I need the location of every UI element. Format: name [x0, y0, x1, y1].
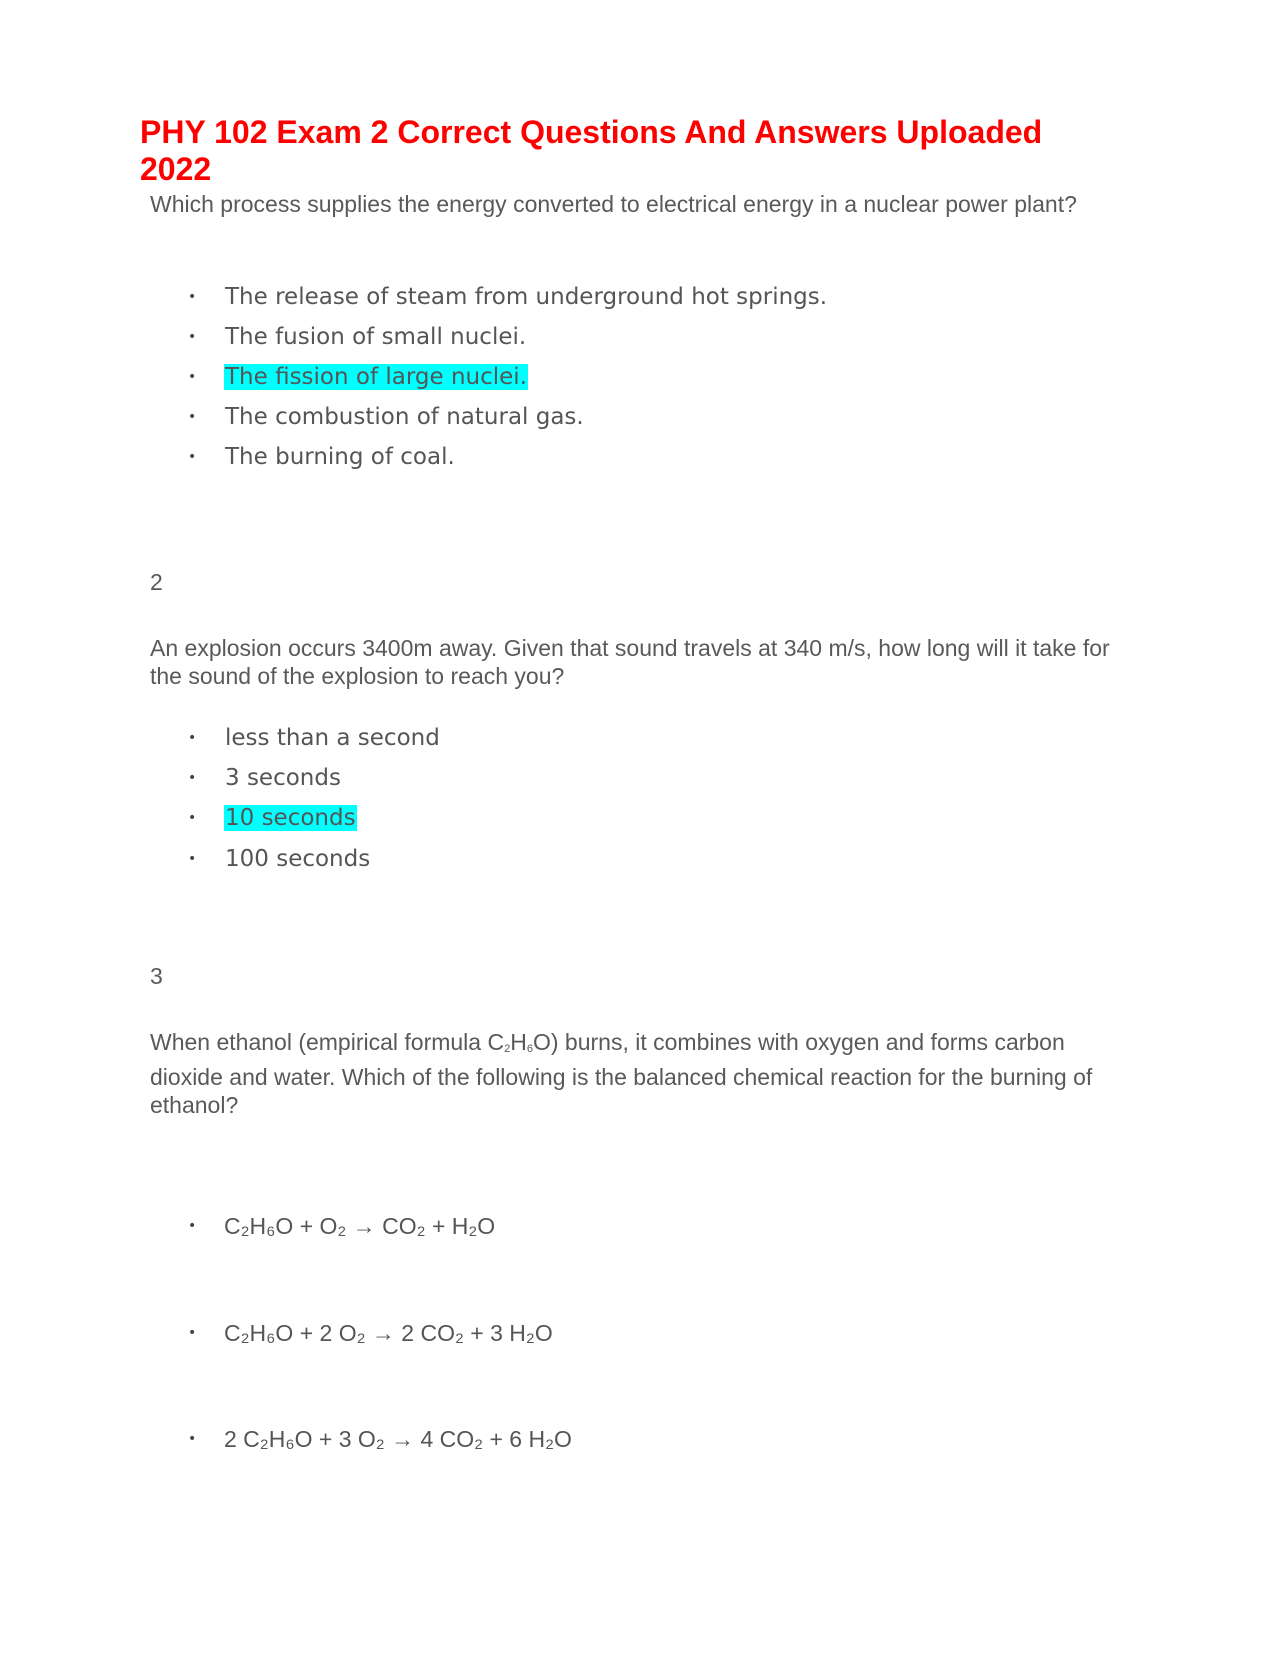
question-3-text-part: When ethanol (empirical formula C — [150, 1029, 505, 1055]
bullet-icon: • — [188, 1218, 197, 1234]
option-label: The fusion of small nuclei. — [225, 324, 527, 350]
option-label: The release of steam from underground hot springs. — [225, 284, 828, 310]
question-3-option-1 — [188, 1211, 495, 1241]
option-label: The combustion of natural gas. — [225, 404, 584, 430]
question-3-option-3 — [188, 1424, 572, 1454]
document-title: PHY 102 Exam 2 Correct Questions And Answers Uploaded 2022 — [140, 114, 1043, 187]
bullet-icon: • — [188, 449, 197, 465]
question-2-option-2 — [188, 763, 342, 793]
bullet-icon: • — [188, 289, 197, 305]
bullet-icon: • — [188, 810, 197, 826]
equation-text: 2 C₂H₆O + 3 O₂ → 4 CO₂ + 6 H₂O — [224, 1425, 572, 1452]
question-3-text-part: O) burns, it combines with oxygen and forms carbon dioxide and water. Which of the following is the balanced chemical reaction for the burning of ethanol? — [150, 1029, 1093, 1118]
question-1-option-2 — [188, 322, 527, 352]
question-1-option-5 — [188, 442, 456, 472]
question-3-text — [150, 1028, 1110, 1119]
equation-text: C₂H₆O + 2 O₂ → 2 CO₂ + 3 H₂O — [224, 1319, 553, 1346]
question-1-text: Which process supplies the energy converted to electrical energy in a nuclear power plant? — [150, 191, 1077, 217]
question-3-option-2 — [188, 1318, 553, 1348]
question-1-option-3-correct — [188, 362, 528, 392]
bullet-icon: • — [188, 369, 197, 385]
option-label: 100 seconds — [225, 846, 371, 872]
option-label: less than a second — [225, 725, 440, 751]
question-3-number: 3 — [150, 963, 163, 989]
question-2-option-4 — [188, 844, 371, 874]
question-1-option-4 — [188, 402, 585, 432]
question-3-text-part: H — [510, 1029, 527, 1055]
bullet-icon: • — [188, 1325, 197, 1341]
subscript: 6 — [526, 1043, 533, 1055]
question-2-text: An explosion occurs 3400m away. Given that sound travels at 340 m/s, how long will it take for the sound of the explosion to reach you? — [150, 635, 1110, 689]
bullet-icon: • — [188, 409, 197, 425]
option-label: 3 seconds — [225, 765, 341, 791]
subscript: 2 — [504, 1043, 511, 1055]
question-2-option-1 — [188, 723, 441, 753]
question-2-option-3-correct — [188, 803, 357, 833]
bullet-icon: • — [188, 730, 197, 746]
bullet-icon: • — [188, 770, 197, 786]
highlighted-answer: 10 seconds — [225, 805, 356, 831]
question-2-number: 2 — [150, 569, 163, 595]
equation-text: C₂H₆O + O₂ → CO₂ + H₂O — [224, 1212, 496, 1239]
option-label: The burning of coal. — [225, 444, 455, 470]
question-1-option-1 — [188, 282, 828, 312]
bullet-icon: • — [188, 851, 197, 867]
bullet-icon: • — [188, 1431, 197, 1447]
highlighted-answer: The fission of large nuclei. — [225, 364, 528, 390]
bullet-icon: • — [188, 329, 197, 345]
